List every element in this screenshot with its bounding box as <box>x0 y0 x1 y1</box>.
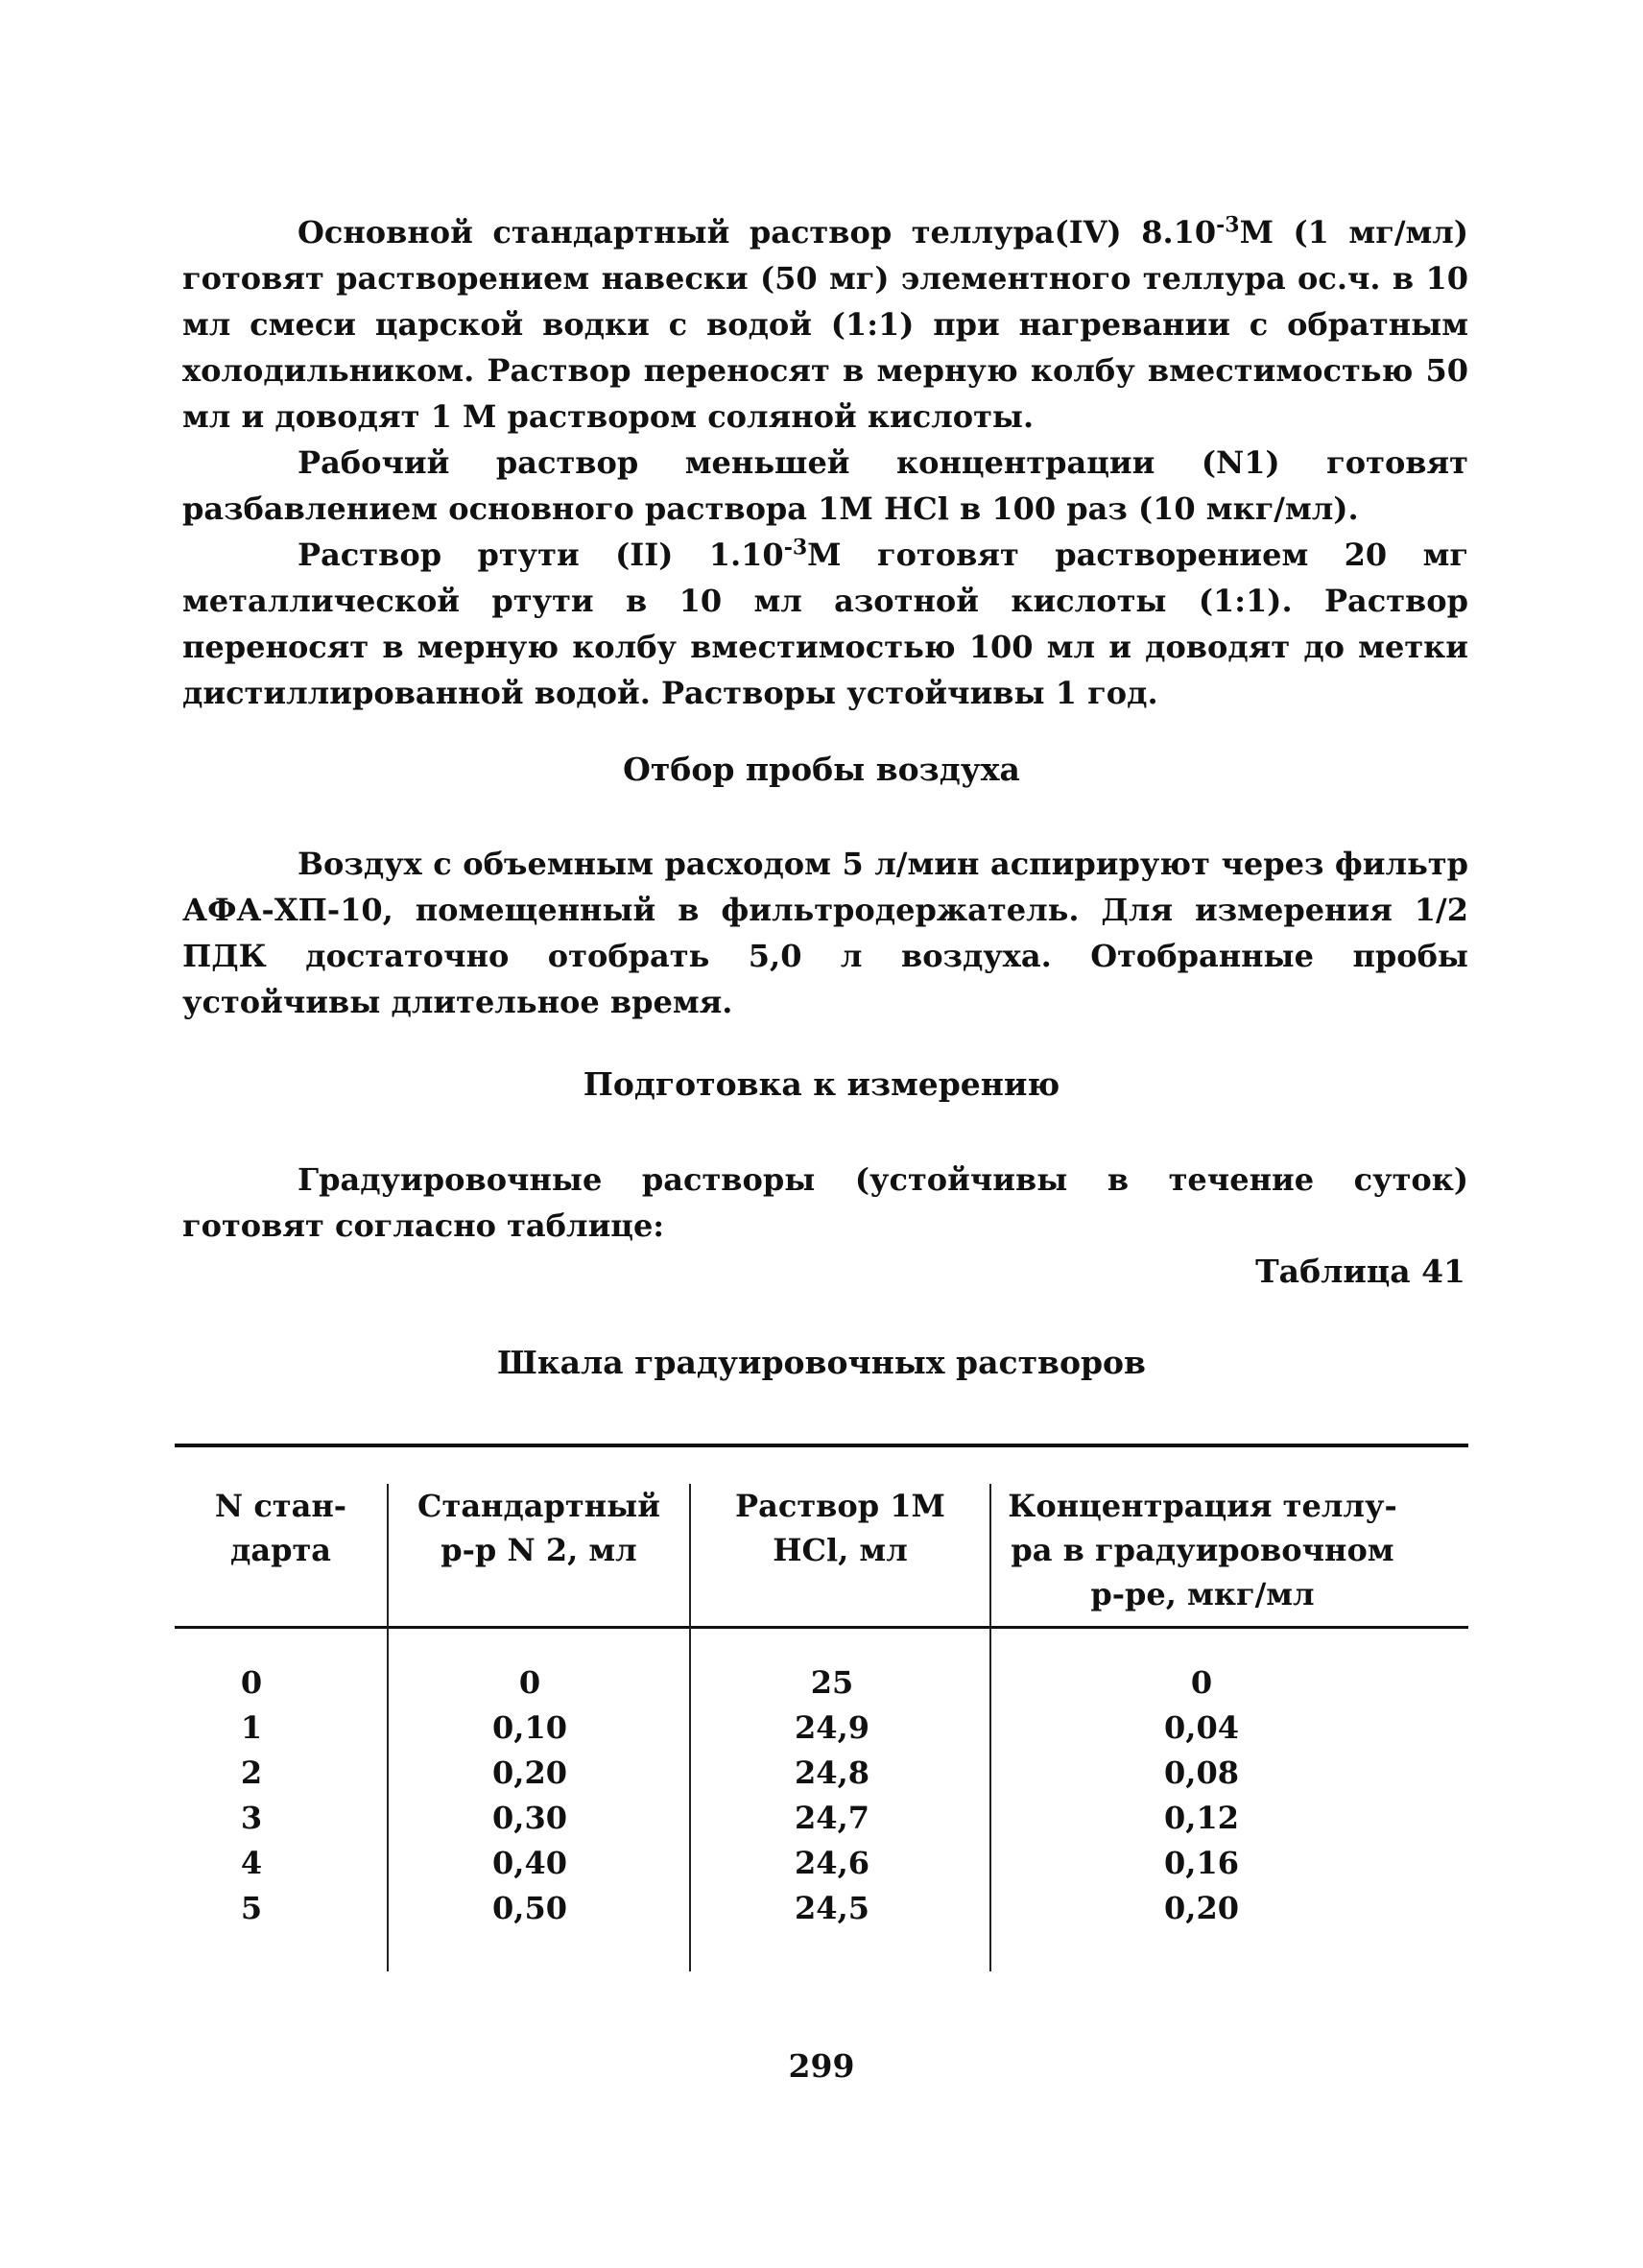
table-cell: 0,50 <box>492 1890 567 1926</box>
paragraph-working-solution <box>182 440 1468 532</box>
paragraph-preparation: Градуировочные растворы (устойчивы в течение суток) готовят согласно таблице: <box>182 1161 1468 1244</box>
table-cell: 0 <box>1190 1664 1213 1701</box>
sampling-text <box>182 841 1468 1025</box>
column-standard-solution <box>472 1660 587 1931</box>
column-header-concentration: Концентрация теллу- ра в градуировочном р-ре, мкг/мл <box>1008 1488 1397 1612</box>
table-cell: 0,10 <box>492 1709 567 1746</box>
table-cell: 5 <box>240 1890 263 1926</box>
table-top-rule <box>175 1444 1468 1447</box>
column-header-hcl-solution: Раствор 1М HCl, мл <box>735 1488 945 1568</box>
column-standard-number <box>175 1660 328 1931</box>
calibration-table <box>175 1444 1468 1971</box>
table-cell: 0,08 <box>1164 1755 1239 1791</box>
table-cell: 24,5 <box>795 1890 869 1926</box>
table-cell: 25 <box>810 1664 854 1701</box>
paragraph-text: М готовят растворением 20 мг металлической ртути в 10 мл азотной кислоты (1:1). Раствор переносят в мерную колбу вместимостью 100 мл и доводят до метки дистиллированной водой. Растворы устойчивы 1 год. <box>182 537 1468 711</box>
table-cell: 0 <box>240 1664 263 1701</box>
table-cell: 0 <box>518 1664 541 1701</box>
table-cell: 0,20 <box>492 1755 567 1791</box>
table-cell: 24,6 <box>795 1845 869 1881</box>
table-cell: 24,7 <box>795 1800 869 1836</box>
paragraph-text: Раствор ртути (II) 1.10 <box>298 537 784 573</box>
table-cell: 0,30 <box>492 1800 567 1836</box>
paragraph-text: Рабочий раствор меньшей концентрации (N1) готовят разбавлением основного раствора 1М HCl в 100 раз (10 мкг/мл). <box>182 444 1468 527</box>
page-number: 299 <box>788 2047 855 2085</box>
table-title: Шкала градуировочных растворов <box>496 1344 1146 1381</box>
column-hcl-solution <box>770 1660 894 1931</box>
reagents-text <box>182 209 1468 716</box>
preparation-text <box>182 1157 1468 1249</box>
table-cell: 4 <box>240 1845 263 1881</box>
table-cell: 24,9 <box>795 1709 869 1746</box>
table-cell: 0,20 <box>1164 1890 1239 1926</box>
exponent: -3 <box>783 535 808 561</box>
column-header-standard-number: N стан- дарта <box>214 1488 347 1568</box>
table-cell: 24,8 <box>795 1755 869 1791</box>
table-header-rule <box>175 1626 1468 1629</box>
paragraph-tellurium-stock <box>182 209 1468 440</box>
table-cell: 0,04 <box>1164 1709 1239 1746</box>
paragraph-mercury-solution <box>182 532 1468 716</box>
section-heading-sampling: Отбор пробы воздуха <box>623 751 1020 788</box>
table-cell: 0,12 <box>1164 1800 1239 1836</box>
paragraph-text: М (1 мг/мл) готовят растворением навески (50 мг) элементного теллура ос.ч. в 10 мл смеси царской водки с водой (1:1) при нагревании с обратным холодильником. Раствор переносят в мерную колбу вместимостью 50 мл и доводят 1 М раствором соляной кислоты. <box>182 214 1468 435</box>
table-cell: 3 <box>240 1800 263 1836</box>
section-heading-preparation: Подготовка к измерению <box>583 1065 1060 1103</box>
table-cell: 0,16 <box>1164 1845 1239 1881</box>
table-cell: 2 <box>240 1755 263 1791</box>
table-cell: 0,40 <box>492 1845 567 1881</box>
exponent: -3 <box>1216 212 1240 238</box>
paragraph-text: Основной стандартный раствор теллура(IV) 8.10 <box>298 214 1217 251</box>
table-number: Таблица 41 <box>1255 1253 1465 1290</box>
column-concentration <box>1134 1660 1269 1931</box>
table-cell: 1 <box>240 1709 263 1746</box>
paragraph-sampling: Воздух с объемным расходом 5 л/мин аспирируют через фильтр АФА-ХП-10, помещенный в фильтродержатель. Для измерения 1/2 ПДК достаточно отобрать 5,0 л воздуха. Отобранные пробы устойчивы длительное время. <box>182 846 1468 1020</box>
column-header-standard-solution: Стандартный р-р N 2, мл <box>417 1488 660 1568</box>
